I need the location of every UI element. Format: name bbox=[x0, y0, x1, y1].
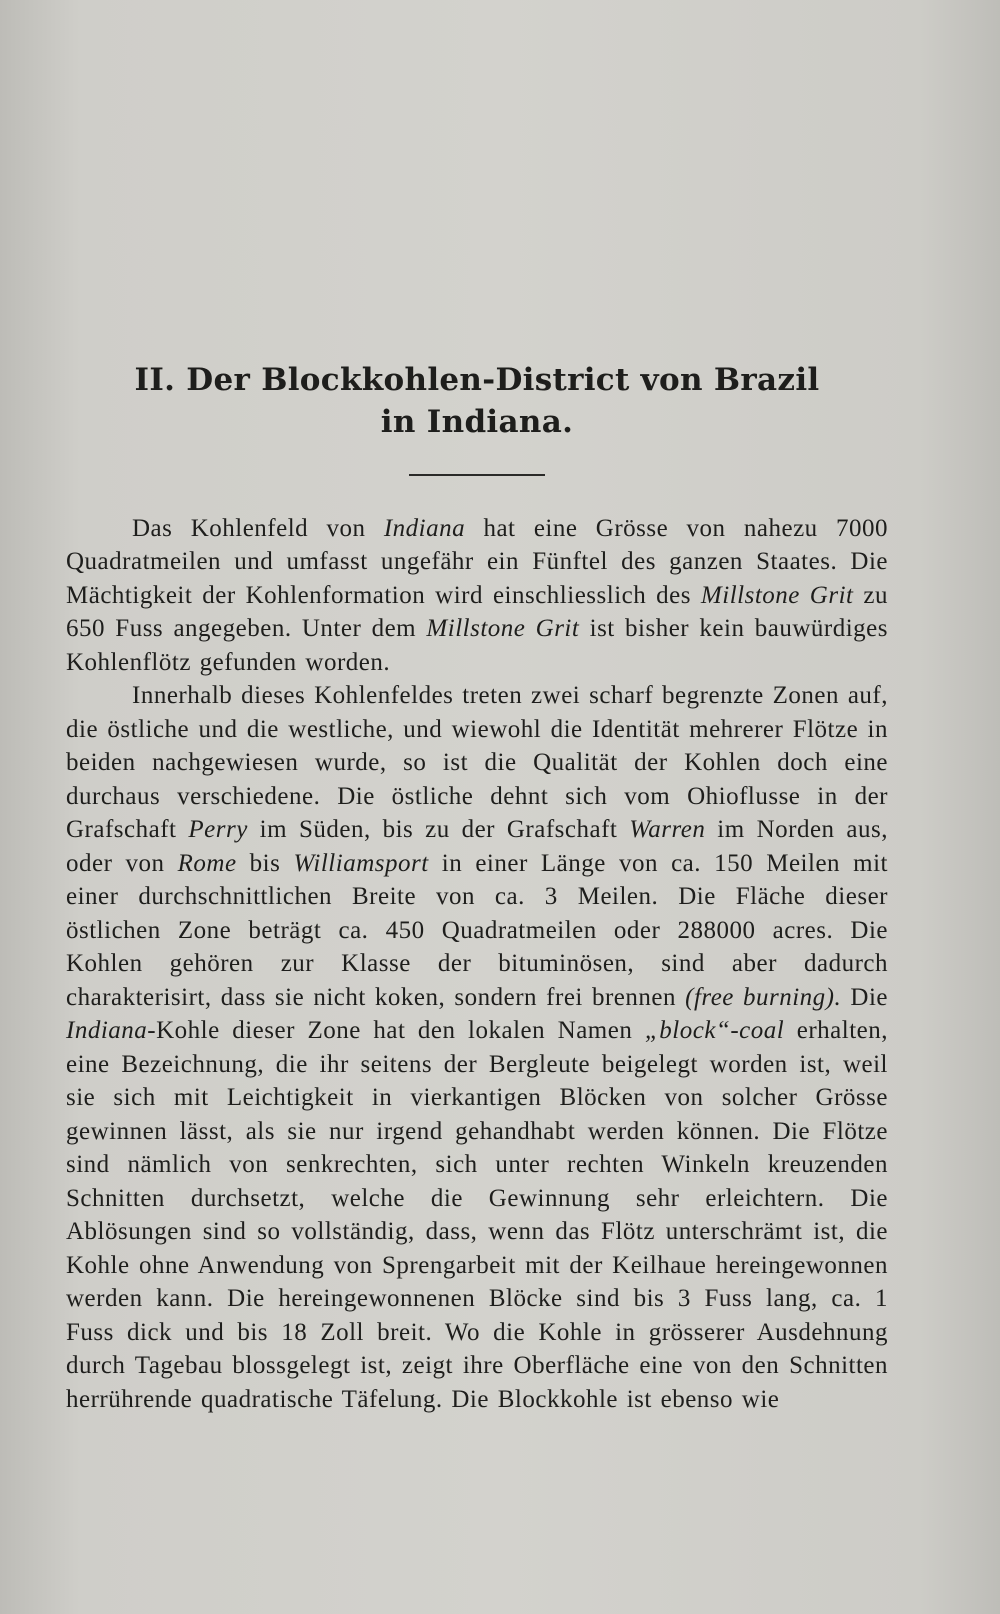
text-run: Das Kohlenfeld von bbox=[132, 514, 384, 542]
paragraph bbox=[66, 512, 888, 680]
heading-line-2: in Indiana. bbox=[380, 403, 574, 440]
text-run: bis bbox=[236, 849, 294, 877]
heading-line-1: II. Der Blockkohlen-District von Brazil bbox=[134, 362, 820, 398]
text-run: Die bbox=[841, 983, 888, 1011]
italic-term: (free burning). bbox=[685, 983, 842, 1011]
italic-term: Rome bbox=[177, 849, 237, 877]
section-heading bbox=[66, 360, 888, 444]
italic-term: Indiana bbox=[383, 514, 466, 542]
italic-term: Perry bbox=[188, 816, 248, 844]
text-run: in einer Länge von ca. 150 Meilen mit einer durchschnittlichen Breite von ca. 3 Meilen. Die Fläche dieser östlichen Zone beträgt ca. 450 Quadratmeilen oder 288000 acres. Die Kohlen gehören zur Klasse der bituminösen, sind aber dadurch charakterisirt, dass sie nicht koken, sondern frei brennen bbox=[66, 849, 888, 1011]
italic-term: Indiana bbox=[66, 1017, 148, 1045]
italic-term: Warren bbox=[629, 816, 706, 844]
page-content bbox=[66, 360, 888, 1416]
text-run: zu 650 Fuss angegeben. Unter dem bbox=[66, 581, 888, 643]
text-run: erhalten, eine Bezeichnung, die ihr seitens der Bergleute beigelegt worden ist, weil sie sich mit Leichtigkeit in vierkantigen Blöcken von solcher Grösse gewinnen lässt, als sie nur irgend gehandhabt werden können. Die Flötze sind nämlich von senkrechten, sich unter rechten Winkeln kreuzenden Schnitten durchsetzt, welche die Gewinnung sehr erleichtern. Die Ablösungen sind so vollständig, dass, wenn das Flötz unterschrämt ist, die Kohle ohne Anwendung von Sprengarbeit mit der Keilhaue hereingewonnen werden kann. Die hereingewonnenen Blöcke sind bis 3 Fuss lang, ca. 1 Fuss dick und bis 18 Zoll breit. Wo die Kohle in grösserer Ausdehnung durch Tagebau blossgelegt ist, zeigt ihre Oberfläche eine von den Schnitten herrührende quadratische Täfelung. Die Blockkohle ist ebenso wie bbox=[66, 1017, 888, 1413]
text-run: hat eine Grösse von nahezu 7000 Quadratmeilen und umfasst ungefähr ein Fünftel des ganzen Staates. Die Mächtigkeit der Kohlenformation wird einschliesslich des bbox=[66, 514, 889, 609]
italic-term: „block“-coal bbox=[644, 1017, 785, 1045]
text-run: Innerhalb dieses Kohlenfeldes treten zwei scharf begrenzte Zonen auf, die östliche und die westliche, und wiewohl die Identität mehrerer Flötze in beiden nachgewiesen wurde, so ist die Qualität der Kohlen doch eine durchaus verschiedene. Die östliche dehnt sich vom Ohioflusse in der Grafschaft bbox=[66, 682, 888, 844]
text-run: im Norden aus, oder von bbox=[66, 816, 888, 877]
italic-term: Millstone Grit bbox=[700, 581, 854, 609]
section-divider bbox=[409, 474, 545, 476]
text-run: ist bisher kein bauwürdiges Kohlenflötz gefunden worden. bbox=[66, 615, 888, 676]
text-run: -Kohle dieser Zone hat den lokalen Namen bbox=[147, 1017, 645, 1045]
italic-term: Williamsport bbox=[293, 849, 429, 877]
italic-term: Millstone Grit bbox=[426, 615, 580, 643]
text-run: im Süden, bis zu der Grafschaft bbox=[247, 816, 630, 844]
paragraph bbox=[66, 679, 888, 1416]
